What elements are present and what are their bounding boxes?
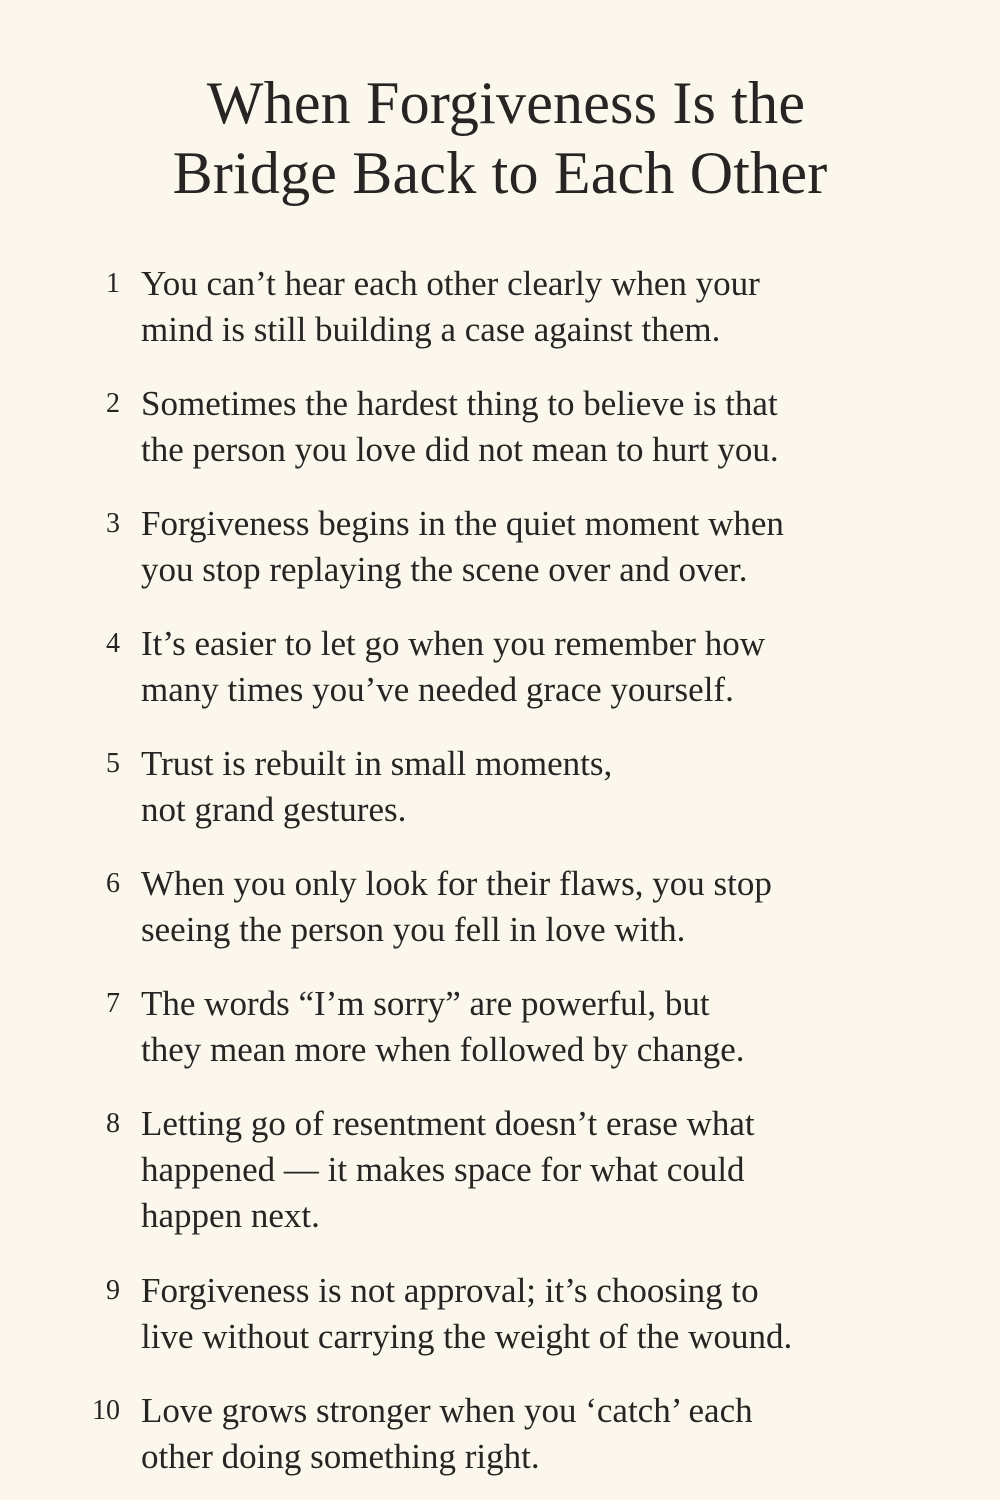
item-number: 5 [106,748,120,779]
item-number: 2 [106,388,120,419]
item-text: Love grows stronger when you ‘catch’ each other doing something right. [141,1391,753,1476]
item-number: 10 [92,1395,120,1426]
item-number: 6 [106,868,120,899]
item-number: 9 [106,1275,120,1306]
item-text: Trust is rebuilt in small moments, not grand gestures. [141,744,613,829]
item-number: 7 [106,988,120,1019]
item-number: 3 [106,508,120,539]
item-text: Letting go of resentment doesn’t erase what happened — it makes space for what could happen next. [141,1104,755,1235]
item-number: 4 [106,628,120,659]
item-text: Forgiveness is not approval; it’s choosing to live without carrying the weight of the wound. [141,1271,793,1356]
page-title-line-1: When Forgiveness Is the [206,70,806,136]
item-text: It’s easier to let go when you remember how many times you’ve needed grace yourself. [141,624,765,709]
item-number: 1 [106,268,120,299]
item-text: When you only look for their flaws, you stop seeing the person you fell in love with. [141,864,772,949]
item-number: 8 [106,1108,120,1139]
item-text: The words “I’m sorry” are powerful, but they mean more when followed by change. [141,984,745,1069]
page-title-line-2: Bridge Back to Each Other [172,140,828,206]
item-text: Forgiveness begins in the quiet moment when you stop replaying the scene over and over. [141,504,784,589]
item-text: Sometimes the hardest thing to believe is that the person you love did not mean to hurt you. [141,384,779,469]
item-text: You can’t hear each other clearly when your mind is still building a case against them. [141,264,760,349]
